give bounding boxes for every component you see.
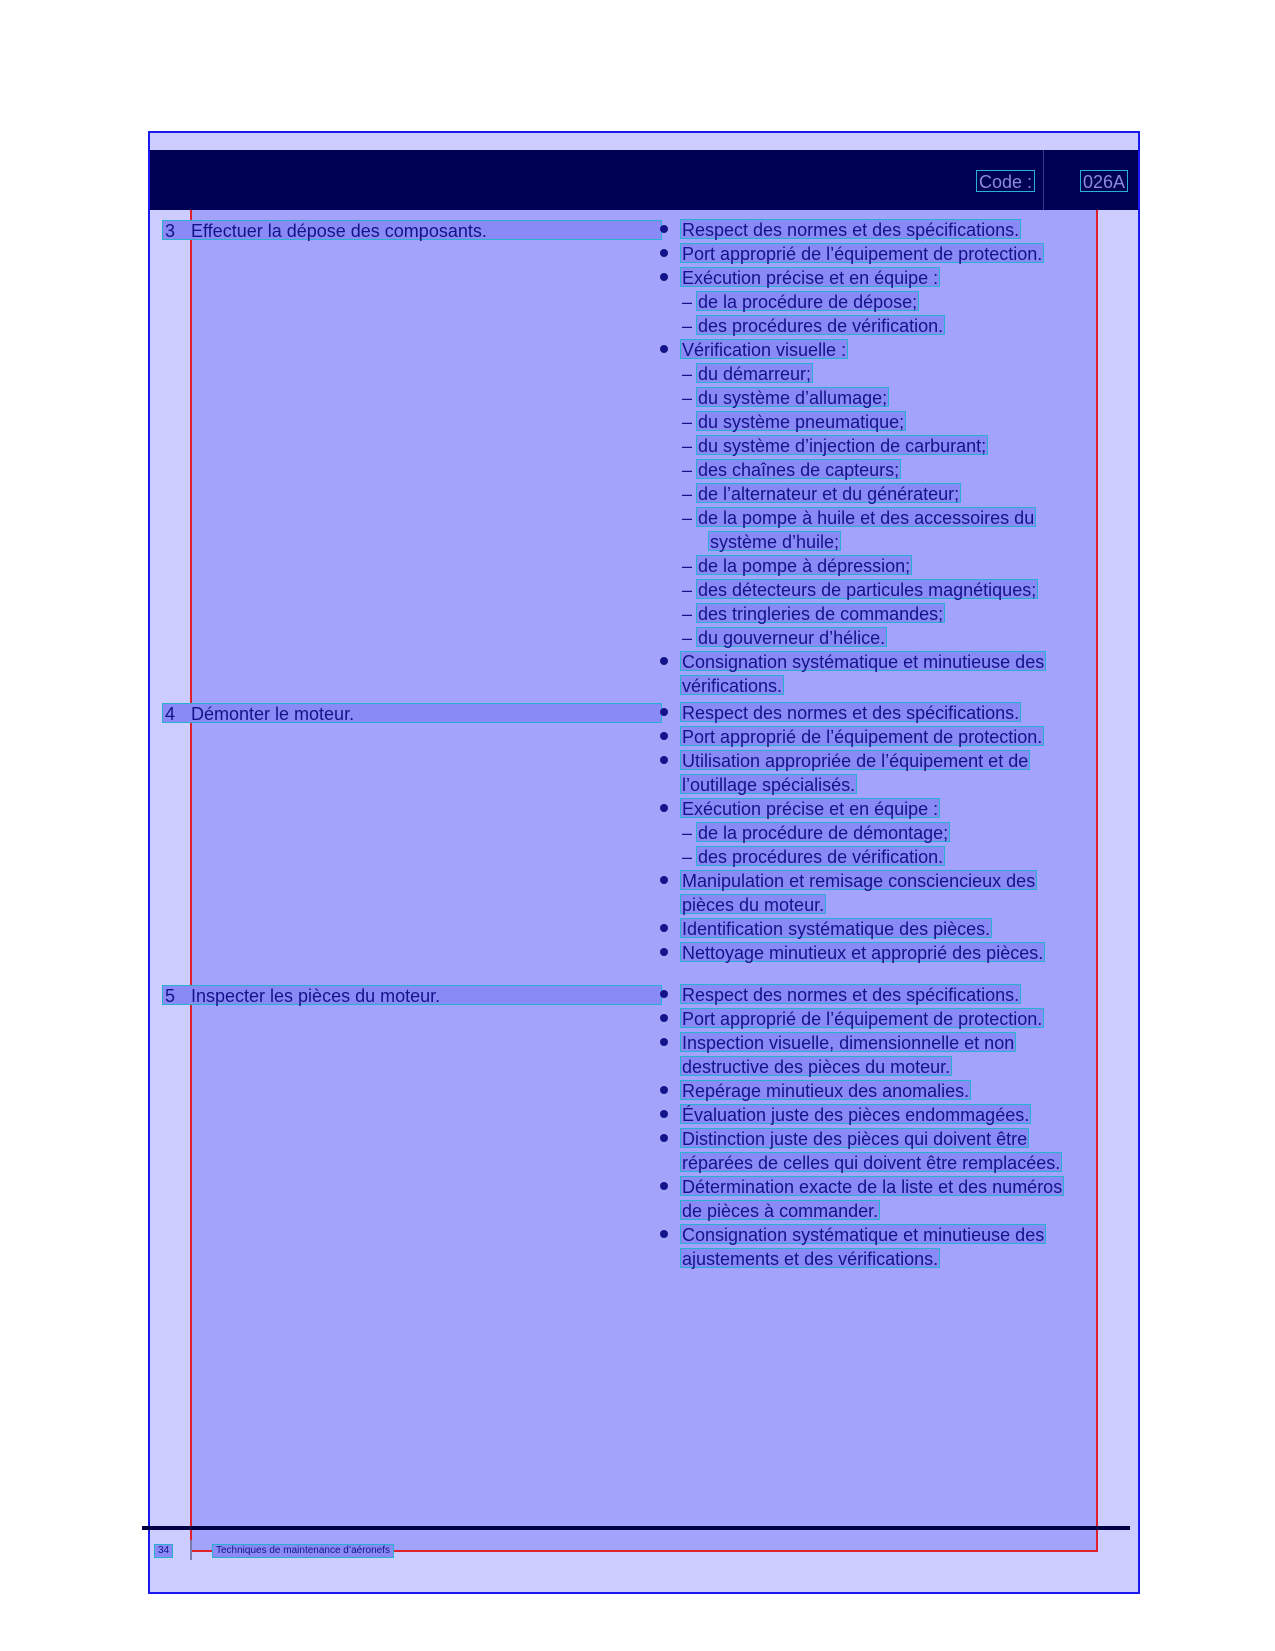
- criterion-text: Nettoyage minutieux et approprié des pièces.: [682, 943, 1044, 963]
- criterion-continuation: [660, 1056, 1064, 1080]
- criterion-item: [660, 1176, 1064, 1200]
- criterion-item: [660, 798, 1045, 822]
- code-value: 026A: [1080, 170, 1128, 192]
- bullet-icon: [660, 756, 668, 764]
- sub-criterion-item: [660, 411, 1046, 435]
- criterion-item: [660, 870, 1045, 894]
- dash-icon: –: [682, 436, 693, 456]
- criterion-text: Évaluation juste des pièces endommagées.: [682, 1105, 1030, 1125]
- step-3-criteria: [660, 219, 1046, 699]
- sub-criterion-item: [660, 363, 1046, 387]
- dash-icon: –: [682, 847, 693, 867]
- criterion-text: de la procédure de démontage;: [698, 823, 949, 843]
- sub-criterion-item: [660, 435, 1046, 459]
- dash-icon: –: [682, 292, 693, 312]
- criterion-text: des tringleries de commandes;: [698, 604, 944, 624]
- bullet-icon: [660, 225, 668, 233]
- criterion-text: Port approprié de l’équipement de protection.: [682, 727, 1043, 747]
- criterion-item: [660, 219, 1046, 243]
- criterion-text: du système d’injection de carburant;: [698, 436, 987, 456]
- criterion-item: [660, 702, 1045, 726]
- dash-icon: –: [682, 412, 693, 432]
- criterion-text: destructive des pièces du moteur.: [682, 1057, 951, 1077]
- step-number: 3: [165, 221, 176, 241]
- bullet-icon: [660, 1038, 668, 1046]
- bullet-icon: [660, 1014, 668, 1022]
- sub-criterion-item: [660, 291, 1046, 315]
- dash-icon: –: [682, 508, 693, 528]
- criterion-item: [660, 726, 1045, 750]
- step-5-heading: [162, 985, 662, 1005]
- sub-criterion-item: [660, 387, 1046, 411]
- criterion-item: [660, 942, 1045, 966]
- dash-icon: –: [682, 628, 693, 648]
- dash-icon: –: [682, 316, 693, 336]
- dash-icon: –: [682, 460, 693, 480]
- footer-title: Techniques de maintenance d’aéronefs: [212, 1544, 394, 1558]
- sub-criterion-item: [660, 603, 1046, 627]
- bullet-icon: [660, 249, 668, 257]
- sub-criterion-item: [660, 315, 1046, 339]
- criterion-continuation: [660, 675, 1046, 699]
- criterion-item: [660, 918, 1045, 942]
- criterion-text: des détecteurs de particules magnétiques;: [698, 580, 1037, 600]
- criterion-item: [660, 1224, 1064, 1248]
- bullet-icon: [660, 345, 668, 353]
- criterion-text: Consignation systématique et minutieuse des: [682, 652, 1045, 672]
- footer-divider: [190, 1540, 192, 1560]
- criterion-text: Exécution précise et en équipe :: [682, 799, 939, 819]
- criterion-item: [660, 651, 1046, 675]
- dash-icon: –: [682, 364, 693, 384]
- step-5-criteria: [660, 984, 1064, 1272]
- sub-criterion-continuation: [660, 531, 1046, 555]
- criterion-item: [660, 1032, 1064, 1056]
- footer-rule: [142, 1526, 1130, 1530]
- criterion-text: du système d’allumage;: [698, 388, 888, 408]
- criterion-text: Utilisation appropriée de l’équipement et de: [682, 751, 1029, 771]
- criterion-item: [660, 750, 1045, 774]
- criterion-continuation: [660, 1248, 1064, 1272]
- header-divider: [1043, 150, 1044, 210]
- bullet-icon: [660, 804, 668, 812]
- code-label: Code :: [976, 170, 1035, 192]
- criterion-text: des procédures de vérification.: [698, 316, 944, 336]
- criterion-text: Exécution précise et en équipe :: [682, 268, 939, 288]
- bullet-icon: [660, 924, 668, 932]
- criterion-text: Détermination exacte de la liste et des numéros: [682, 1177, 1063, 1197]
- criterion-continuation: [660, 1152, 1064, 1176]
- dash-icon: –: [682, 580, 693, 600]
- bullet-icon: [660, 708, 668, 716]
- bullet-icon: [660, 1086, 668, 1094]
- criterion-text: ajustements et des vérifications.: [682, 1249, 939, 1269]
- criterion-text: de la procédure de dépose;: [698, 292, 918, 312]
- criterion-text: Port approprié de l’équipement de protection.: [682, 1009, 1043, 1029]
- step-title: Effectuer la dépose des composants.: [191, 221, 487, 241]
- dash-icon: –: [682, 823, 693, 843]
- criterion-item: [660, 984, 1064, 1008]
- sub-criterion-item: [660, 846, 1045, 870]
- criterion-text: du gouverneur d’hélice.: [698, 628, 886, 648]
- sub-criterion-item: [660, 555, 1046, 579]
- criterion-text: Respect des normes et des spécifications.: [682, 985, 1020, 1005]
- criterion-continuation: [660, 894, 1045, 918]
- bullet-icon: [660, 273, 668, 281]
- dash-icon: –: [682, 604, 693, 624]
- criterion-continuation: [660, 1200, 1064, 1224]
- criterion-item: [660, 243, 1046, 267]
- footer-page-number: 34: [154, 1544, 173, 1558]
- step-3-heading: [162, 220, 662, 240]
- bullet-icon: [660, 990, 668, 998]
- criterion-text: l’outillage spécialisés.: [682, 775, 856, 795]
- bullet-icon: [660, 948, 668, 956]
- sub-criterion-item: [660, 483, 1046, 507]
- criterion-text: Respect des normes et des spécifications.: [682, 703, 1020, 723]
- bullet-icon: [660, 1182, 668, 1190]
- criterion-text: Inspection visuelle, dimensionnelle et non: [682, 1033, 1015, 1053]
- bullet-icon: [660, 1110, 668, 1118]
- criterion-text: de la pompe à huile et des accessoires du: [698, 508, 1035, 528]
- criterion-text: système d’huile;: [710, 532, 840, 552]
- bullet-icon: [660, 876, 668, 884]
- sub-criterion-item: [660, 579, 1046, 603]
- sub-criterion-item: [660, 507, 1046, 531]
- criterion-text: de la pompe à dépression;: [698, 556, 911, 576]
- dash-icon: –: [682, 388, 693, 408]
- bullet-icon: [660, 1230, 668, 1238]
- criterion-text: pièces du moteur.: [682, 895, 825, 915]
- step-title: Démonter le moteur.: [191, 704, 355, 724]
- criterion-text: Vérification visuelle :: [682, 340, 847, 360]
- criterion-item: [660, 267, 1046, 291]
- criterion-text: du démarreur;: [698, 364, 812, 384]
- bullet-icon: [660, 657, 668, 665]
- criterion-text: Port approprié de l’équipement de protection.: [682, 244, 1043, 264]
- criterion-text: de l’alternateur et du générateur;: [698, 484, 960, 504]
- criterion-text: Manipulation et remisage consciencieux des: [682, 871, 1036, 891]
- criterion-text: réparées de celles qui doivent être remplacées.: [682, 1153, 1061, 1173]
- criterion-text: Consignation systématique et minutieuse des: [682, 1225, 1045, 1245]
- dash-icon: –: [682, 556, 693, 576]
- criterion-text: Respect des normes et des spécifications.: [682, 220, 1020, 240]
- bullet-icon: [660, 1134, 668, 1142]
- criterion-item: [660, 1128, 1064, 1152]
- dash-icon: –: [682, 484, 693, 504]
- criterion-item: [660, 1008, 1064, 1032]
- criterion-item: [660, 1104, 1064, 1128]
- step-4-heading: [162, 703, 662, 723]
- criterion-text: vérifications.: [682, 676, 783, 696]
- step-title: Inspecter les pièces du moteur.: [191, 986, 441, 1006]
- criterion-text: Identification systématique des pièces.: [682, 919, 991, 939]
- criterion-continuation: [660, 774, 1045, 798]
- criterion-text: des procédures de vérification.: [698, 847, 944, 867]
- criterion-text: Distinction juste des pièces qui doivent être: [682, 1129, 1028, 1149]
- step-4-criteria: [660, 702, 1045, 966]
- bullet-icon: [660, 732, 668, 740]
- criterion-text: Repérage minutieux des anomalies.: [682, 1081, 970, 1101]
- step-number: 5: [165, 986, 176, 1006]
- criterion-text: de pièces à commander.: [682, 1201, 879, 1221]
- criterion-item: [660, 339, 1046, 363]
- step-number: 4: [165, 704, 176, 724]
- sub-criterion-item: [660, 822, 1045, 846]
- sub-criterion-item: [660, 627, 1046, 651]
- sub-criterion-item: [660, 459, 1046, 483]
- criterion-text: des chaînes de capteurs;: [698, 460, 900, 480]
- criterion-item: [660, 1080, 1064, 1104]
- criterion-text: du système pneumatique;: [698, 412, 905, 432]
